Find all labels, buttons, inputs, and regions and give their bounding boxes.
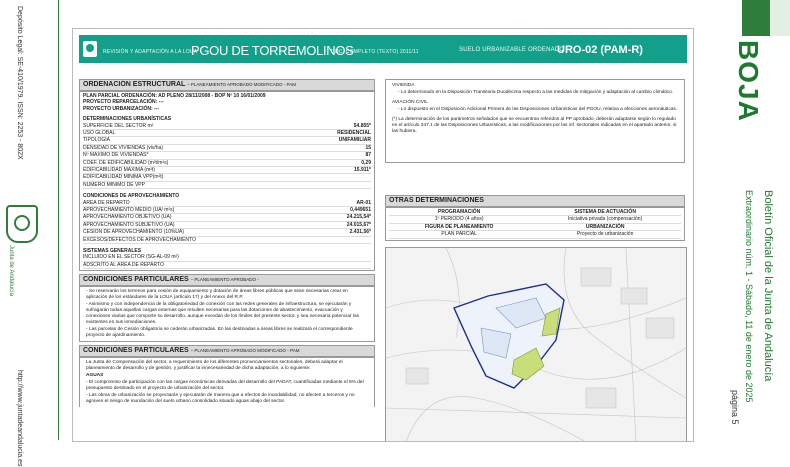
otras-determinaciones-header: OTRAS DETERMINACIONES bbox=[385, 195, 685, 207]
plan-line: PLAN PARCIAL ORDENACIÓN: AD PLENO 28/11/2008 - BOP Nº 10 16/01/2009 bbox=[83, 93, 266, 99]
vivienda-title: VIVIENDA bbox=[392, 83, 415, 88]
table-cell: URBANIZACIÓN bbox=[529, 223, 681, 230]
ordenacion-header-sub: – PLANEAMIENTO APROBADO MODIFICADO - PAM bbox=[187, 82, 296, 87]
row-label: APROVECHAMIENTO SUBJETIVO (UA) bbox=[83, 221, 175, 228]
condiciones-pam-sub: – PLANEAMIENTO APROBADO MODIFICADO - PAM bbox=[190, 348, 300, 354]
banner-sector-code: URO-02 (PAM-R) bbox=[557, 44, 643, 56]
table-row bbox=[389, 209, 681, 216]
aprovechamiento-table bbox=[83, 200, 371, 244]
row-value: RESIDENCIAL bbox=[337, 130, 371, 137]
document-page bbox=[72, 28, 694, 442]
row-value: 2.431,56* bbox=[349, 229, 371, 236]
ordenacion-map bbox=[385, 247, 687, 442]
row-value: UNIFAMILIAR bbox=[338, 137, 371, 144]
table-row bbox=[83, 137, 371, 144]
page-number: página 5 bbox=[730, 390, 740, 425]
table-row bbox=[83, 123, 371, 130]
junta-url-link[interactable]: http://www.juntadeandalucia.es bbox=[16, 370, 23, 467]
table-row bbox=[83, 200, 371, 207]
table-row bbox=[83, 174, 371, 181]
row-label: EXCESOS/DEFECTOS DE APROVECHAMIENTO bbox=[83, 236, 196, 243]
right-column bbox=[385, 79, 685, 259]
condiciones-pam-title: CONDICIONES PARTICULARES bbox=[83, 347, 189, 355]
table-cell: PLAN PARCIAL bbox=[389, 231, 529, 238]
row-label: TIPOLOGÍA bbox=[83, 137, 110, 144]
junta-andalucia-label: Junta de Andalucía bbox=[8, 245, 14, 297]
sistemas-generales-title: SISTEMAS GENERALES bbox=[83, 247, 142, 254]
row-label: APROVECHAMIENTO MEDIO (UA/ m²s) bbox=[83, 206, 175, 213]
boja-logo-title: BOJA bbox=[733, 40, 764, 122]
table-cell: FIGURA DE PLANEAMIENTO bbox=[389, 223, 529, 230]
condiciones-header-sub: – PLANEAMIENTO APROBADO - bbox=[190, 277, 259, 283]
row-value: 15.911* bbox=[354, 166, 371, 173]
ordenacion-estructural-header bbox=[79, 79, 375, 91]
row-label: CESIÓN DE APROVECHAMIENTO (10%UA) bbox=[83, 229, 185, 236]
table-row bbox=[83, 167, 371, 174]
row-label: INCLUIDO EN EL SECTOR (SG-AL-09 m²) bbox=[83, 254, 179, 261]
left-column bbox=[79, 79, 375, 407]
aguas-paragraph: - Las obras de urbanización se proyectarán y ejecutarán de manera que a efectos de inundabilidad, no afecten a terceros y no agraven el riesgo de inundación del suelo urbano consolidado situado aguas abajo del sector. bbox=[86, 393, 355, 405]
banner-doc-text: DOC. COMPLETO (TEXTO) 2011/11 bbox=[331, 49, 419, 55]
condicion-intro: La Junta de Compensación del sector, a requerimiento de los diferentes pronunciamientos sectoriales, deberá adaptar el planeamiento de desarrollo y de gestión, y justificar la innecesariedad de dicha adaptación, a lo siguiente: bbox=[86, 360, 343, 372]
row-label: EDIFICABILIDAD MÁXIMA (m²t) bbox=[83, 166, 155, 173]
table-cell: 1º PERIODO (4 años) bbox=[389, 216, 529, 223]
table-row bbox=[389, 223, 681, 230]
determinaciones-title: DETERMINACIONES URBANÍSTICAS bbox=[83, 116, 172, 123]
sistemas-generales-table bbox=[83, 254, 371, 269]
nota-asterisco: (*) La determinación de los parámetros señalados que se encuentran referidos al PP aprobado, deberán adaptarse según lo regulado en el artículo 347.1 de las Disposiciones Urbanísticas, a las modificaciones por las inf. sectoriales indicadas en el apartado anterior, si las hubiera. bbox=[392, 117, 677, 134]
table-row bbox=[83, 254, 371, 261]
table-row bbox=[83, 237, 371, 244]
condicion-paragraph: - Las parcelas de Cesión obligatoria se cederán urbanizadas. En las destinadas a áreas libres se realizará el correspondiente proyecto de ajardinamiento. bbox=[86, 327, 353, 339]
row-value: 54.855* bbox=[353, 122, 371, 129]
row-label: EDIFICABILIDAD MÍNIMA VPP(m²t) bbox=[83, 174, 164, 181]
site-plan-drawing bbox=[386, 248, 686, 442]
aprovechamiento-title: CONDICIONES DE APROVECHAMIENTO bbox=[83, 193, 180, 200]
row-label: DENSIDAD DE VIVIENDAS (viv/ha) bbox=[83, 144, 164, 151]
determinaciones-table bbox=[83, 123, 371, 190]
table-row bbox=[389, 231, 681, 238]
table-cell: PROGRAMACIÓN bbox=[389, 209, 529, 216]
row-label: USO GLOBAL bbox=[83, 130, 116, 137]
document-banner bbox=[79, 35, 687, 63]
row-label: Nº MÁXIMO DE VIVIENDAS* bbox=[83, 152, 149, 159]
row-label: APROVECHAMIENTO OBJETIVO (UA) bbox=[83, 214, 172, 221]
condicion-paragraph: - Se reservarán los terrenos para cesión de equipamiento y dotación de áreas libres públicas que sean necesarias crear en aplicación de los estándares de la LOUA (artículo 17) y del Anexo del R.P. bbox=[86, 289, 348, 301]
row-label: NÚMERO MÍNIMO DE VPP bbox=[83, 181, 145, 188]
ordenacion-estructural-box bbox=[79, 91, 375, 271]
row-value: AR-01 bbox=[356, 199, 371, 206]
aguas-paragraph: - El compromiso de participación con las cargas económicas derivadas del desarrollo del PADAT, cuantificadas mediante el 5% del presupuesto destinado en el proyecto de urbanización del sector. bbox=[86, 380, 364, 392]
condiciones-pam-box bbox=[79, 357, 375, 407]
ordenacion-header-title: ORDENACIÓN ESTRUCTURAL bbox=[83, 81, 186, 88]
torremolinos-logo-icon bbox=[83, 41, 97, 57]
boletin-title: Boletín Oficial de la Junta de Andalucía bbox=[762, 190, 774, 382]
otras-determinaciones-box bbox=[385, 207, 685, 241]
plan-line: PROYECTO REPARCELACIÓN: --- bbox=[83, 99, 164, 106]
table-row bbox=[83, 182, 371, 189]
table-row bbox=[83, 160, 371, 167]
table-row bbox=[83, 214, 371, 221]
row-value: 15 bbox=[365, 144, 371, 151]
aviacion-text: - Lo dispuesto en el Disposición Adicional Primera de las Disposiciones Urbanísticas del PGOU, relativa a afecciones aeronáuticas. bbox=[398, 107, 678, 112]
table-row bbox=[83, 222, 371, 229]
left-margin bbox=[0, 0, 72, 467]
table-row bbox=[83, 130, 371, 137]
table-row bbox=[83, 262, 371, 269]
vivienda-text: - Lo determinado en la Disposición Transitoria Duodécima respecto a las medidas de mitigación y adaptación al cambio climático. bbox=[398, 90, 674, 95]
table-cell: SISTEMA DE ACTUACIÓN bbox=[529, 209, 681, 216]
condiciones-pam-header bbox=[79, 345, 375, 357]
boletin-issue: Extraordinario núm. 1 - Sábado, 11 de enero de 2025 bbox=[744, 190, 754, 403]
row-label: COEF. DE EDIFICABILIDAD (m²t/m²s) bbox=[83, 159, 169, 166]
row-value: 24.215,54* bbox=[346, 214, 371, 221]
aviacion-title: AVIACIÓN CIVIL bbox=[392, 100, 428, 105]
table-row bbox=[83, 145, 371, 152]
table-cell: Proyecto de urbanización bbox=[529, 231, 681, 238]
condiciones-particulares-header bbox=[79, 274, 375, 286]
table-row bbox=[83, 152, 371, 159]
condiciones-particulares-box bbox=[79, 286, 375, 342]
table-row bbox=[83, 207, 371, 214]
table-row bbox=[389, 216, 681, 223]
margin-divider bbox=[58, 0, 59, 440]
row-label: ÁREA DE REPARTO bbox=[83, 199, 130, 206]
banner-left-text: REVISIÓN Y ADAPTACIÓN A LA LOUA bbox=[103, 49, 198, 55]
aguas-title: AGUAS bbox=[86, 373, 104, 379]
table-row bbox=[83, 229, 371, 236]
row-label: ADSCRITO AL ÁREA DE REPARTO bbox=[83, 261, 164, 268]
row-value: 0,29 bbox=[361, 159, 371, 166]
boja-light-bar bbox=[770, 0, 790, 36]
row-value: 87 bbox=[365, 152, 371, 159]
junta-andalucia-logo-icon bbox=[6, 205, 38, 243]
deposito-legal-text: Depósito Legal: SE-410/1979. ISSN: 2253 - 802X bbox=[16, 6, 23, 160]
sectoral-notes-box bbox=[385, 79, 685, 163]
plan-line: PROYECTO URBANIZACIÓN: --- bbox=[83, 105, 160, 112]
row-label: SUPERFICIE DEL SECTOR m² bbox=[83, 122, 154, 129]
condicion-paragraph: - Asimismo y con independencia de la obligatoriedad de conexión con las redes generales de infraestructura, se ejecutarán y sufragarán todas aquellas cargas externas que resulten necesarias para las dotaciones de abastecimiento, evacuación y conexiones viarias que comporte su desarrollo, aunque excedan de los límites del presente sector, y sea necesaria potenciar las existentes en sus inmediaciones. bbox=[86, 302, 360, 326]
banner-category: SUELO URBANIZABLE ORDENADO bbox=[459, 47, 565, 53]
condiciones-header-title: CONDICIONES PARTICULARES bbox=[83, 276, 189, 284]
otras-determinaciones-table bbox=[389, 209, 681, 239]
banner-title: PGOU DE TORREMOLINOS bbox=[191, 43, 354, 58]
row-value: 0,449651 bbox=[350, 206, 371, 213]
row-value: 24.015,67* bbox=[346, 221, 371, 228]
table-cell: Iniciativa privada (compensación) bbox=[529, 216, 681, 223]
